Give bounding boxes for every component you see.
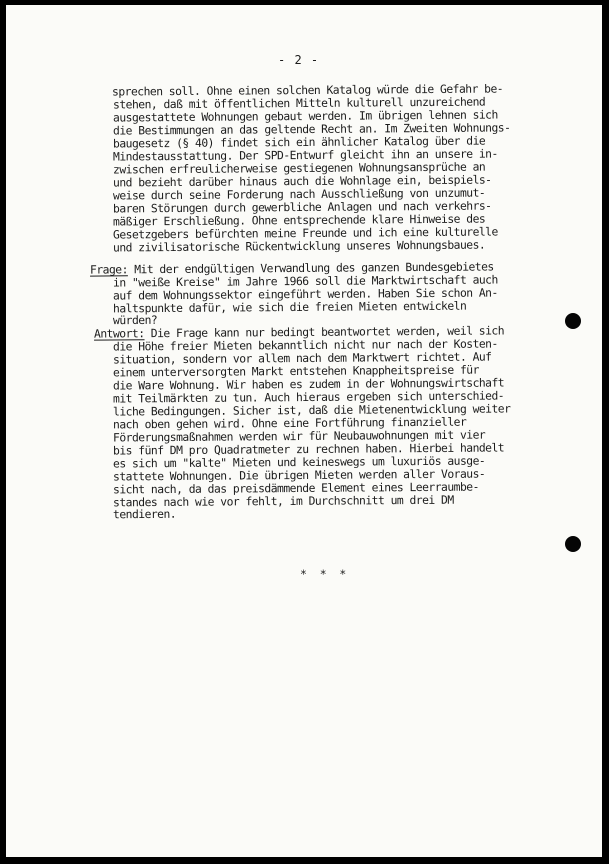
paragraph-line: zwischen erfreulicherweise gestiegenen Wohnungsansprüche an	[112, 159, 486, 177]
punch-hole	[565, 313, 581, 329]
paragraph-line: die Bestimmungen an das geltende Recht an. Im Zweiten Wohnungs-	[112, 120, 511, 138]
paragraph-line: baugesetz (§ 40) findet sich ein ähnlicher Katalog über die	[112, 133, 486, 151]
paragraph-line: sprechen soll. Ohne einen solchen Katalog würde die Gefahr be-	[111, 81, 504, 99]
paragraph-line: Mindestausstattung. Der SPD-Entwurf gleicht ihn an unsere in-	[112, 146, 498, 164]
paragraph-line: baren Störungen durch gewerbliche Anlagen und nach verkehrs-	[112, 198, 492, 216]
document-page	[6, 5, 602, 857]
answer-line: die Ware Wohnung. Wir haben es zudem in der Wohnungswirtschaft	[112, 375, 505, 393]
paragraph-line: mäßiger Erschließung. Ohne entsprechende klare Hinweise des	[112, 211, 486, 229]
question-line: würden?	[112, 312, 158, 328]
answer-line: tendieren.	[112, 506, 177, 522]
question-text: Mit der endgültigen Verwandlung des ganzen Bundesgebietes	[127, 259, 494, 277]
answer-line: mit Teilmärkten zu tun. Auch hieraus ergeben sich unterschied-	[112, 388, 505, 406]
answer-line: es sich um "kalte" Mieten und keineswegs um luxuriös ausge-	[112, 453, 486, 471]
page-number: - 2 -	[278, 53, 320, 67]
paragraph-line: ausgestattete Wohnungen gebaut werden. Im übrigen lehnen sich	[112, 107, 498, 125]
answer-line: nach oben gehen wird. Ohne eine Fortführung finanzieller	[112, 414, 467, 432]
paragraph-line: und zivilisatorische Rückentwicklung unseres Wohnungsbaues.	[112, 237, 486, 255]
question-line: in "weiße Kreise" im Jahre 1966 soll die Marktwirtschaft auch	[112, 272, 498, 290]
answer-line: situation, sondern vor allem nach dem Marktwert richtet. Auf	[112, 349, 492, 367]
answer-line: standes nach wie vor fehlt, im Durchschnitt um drei DM	[112, 492, 454, 510]
question-line: auf dem Wohnungssektor eingeführt werden. Haben Sie schon An-	[112, 285, 498, 303]
punch-hole	[565, 536, 581, 552]
answer-line: Förderungsmaßnahmen werden wir für Neubauwohnungen mit vier	[112, 427, 486, 445]
paragraph-line: weise durch seine Forderung nach Ausschließung von unzumut-	[112, 185, 486, 203]
answer-line: liche Bedingungen. Sicher ist, daß die Mietenentwicklung weiter	[112, 401, 511, 419]
answer-line: stattete Wohnungen. Die übrigen Mieten werden aller Voraus-	[112, 466, 486, 484]
paragraph-line: Gesetzgebers befürchten meine Freunde und ich eine kulturelle	[112, 224, 498, 242]
paragraph-line: stehen, daß mit öffentlichen Mitteln kulturell unzureichend	[112, 94, 486, 112]
question-label: Frage:	[89, 262, 128, 277]
answer-label: Antwort:	[93, 326, 145, 341]
question-line: haltspunkte dafür, wie sich die freien Mieten entwickeln	[112, 298, 467, 316]
answer-line: bis fünf DM pro Quadratmeter zu rechnen haben. Hierbei handelt	[112, 440, 505, 458]
answer-line: sicht nach, da das preisdämmende Element eines Leerraumbe-	[112, 479, 479, 497]
section-separator: * * *	[300, 567, 350, 581]
answer-text: Die Frage kann nur bedingt beantwortet werden, weil sich	[144, 323, 505, 341]
answer-line: die Höhe freier Mieten bekanntlich nicht nur nach der Kosten-	[112, 336, 498, 354]
paragraph-line: und bezieht darüber hinaus auch die Wohnlage ein, beispiels-	[112, 172, 492, 190]
answer-line: einem unterversorgten Markt entstehen Knappheitspreise für	[112, 362, 479, 380]
